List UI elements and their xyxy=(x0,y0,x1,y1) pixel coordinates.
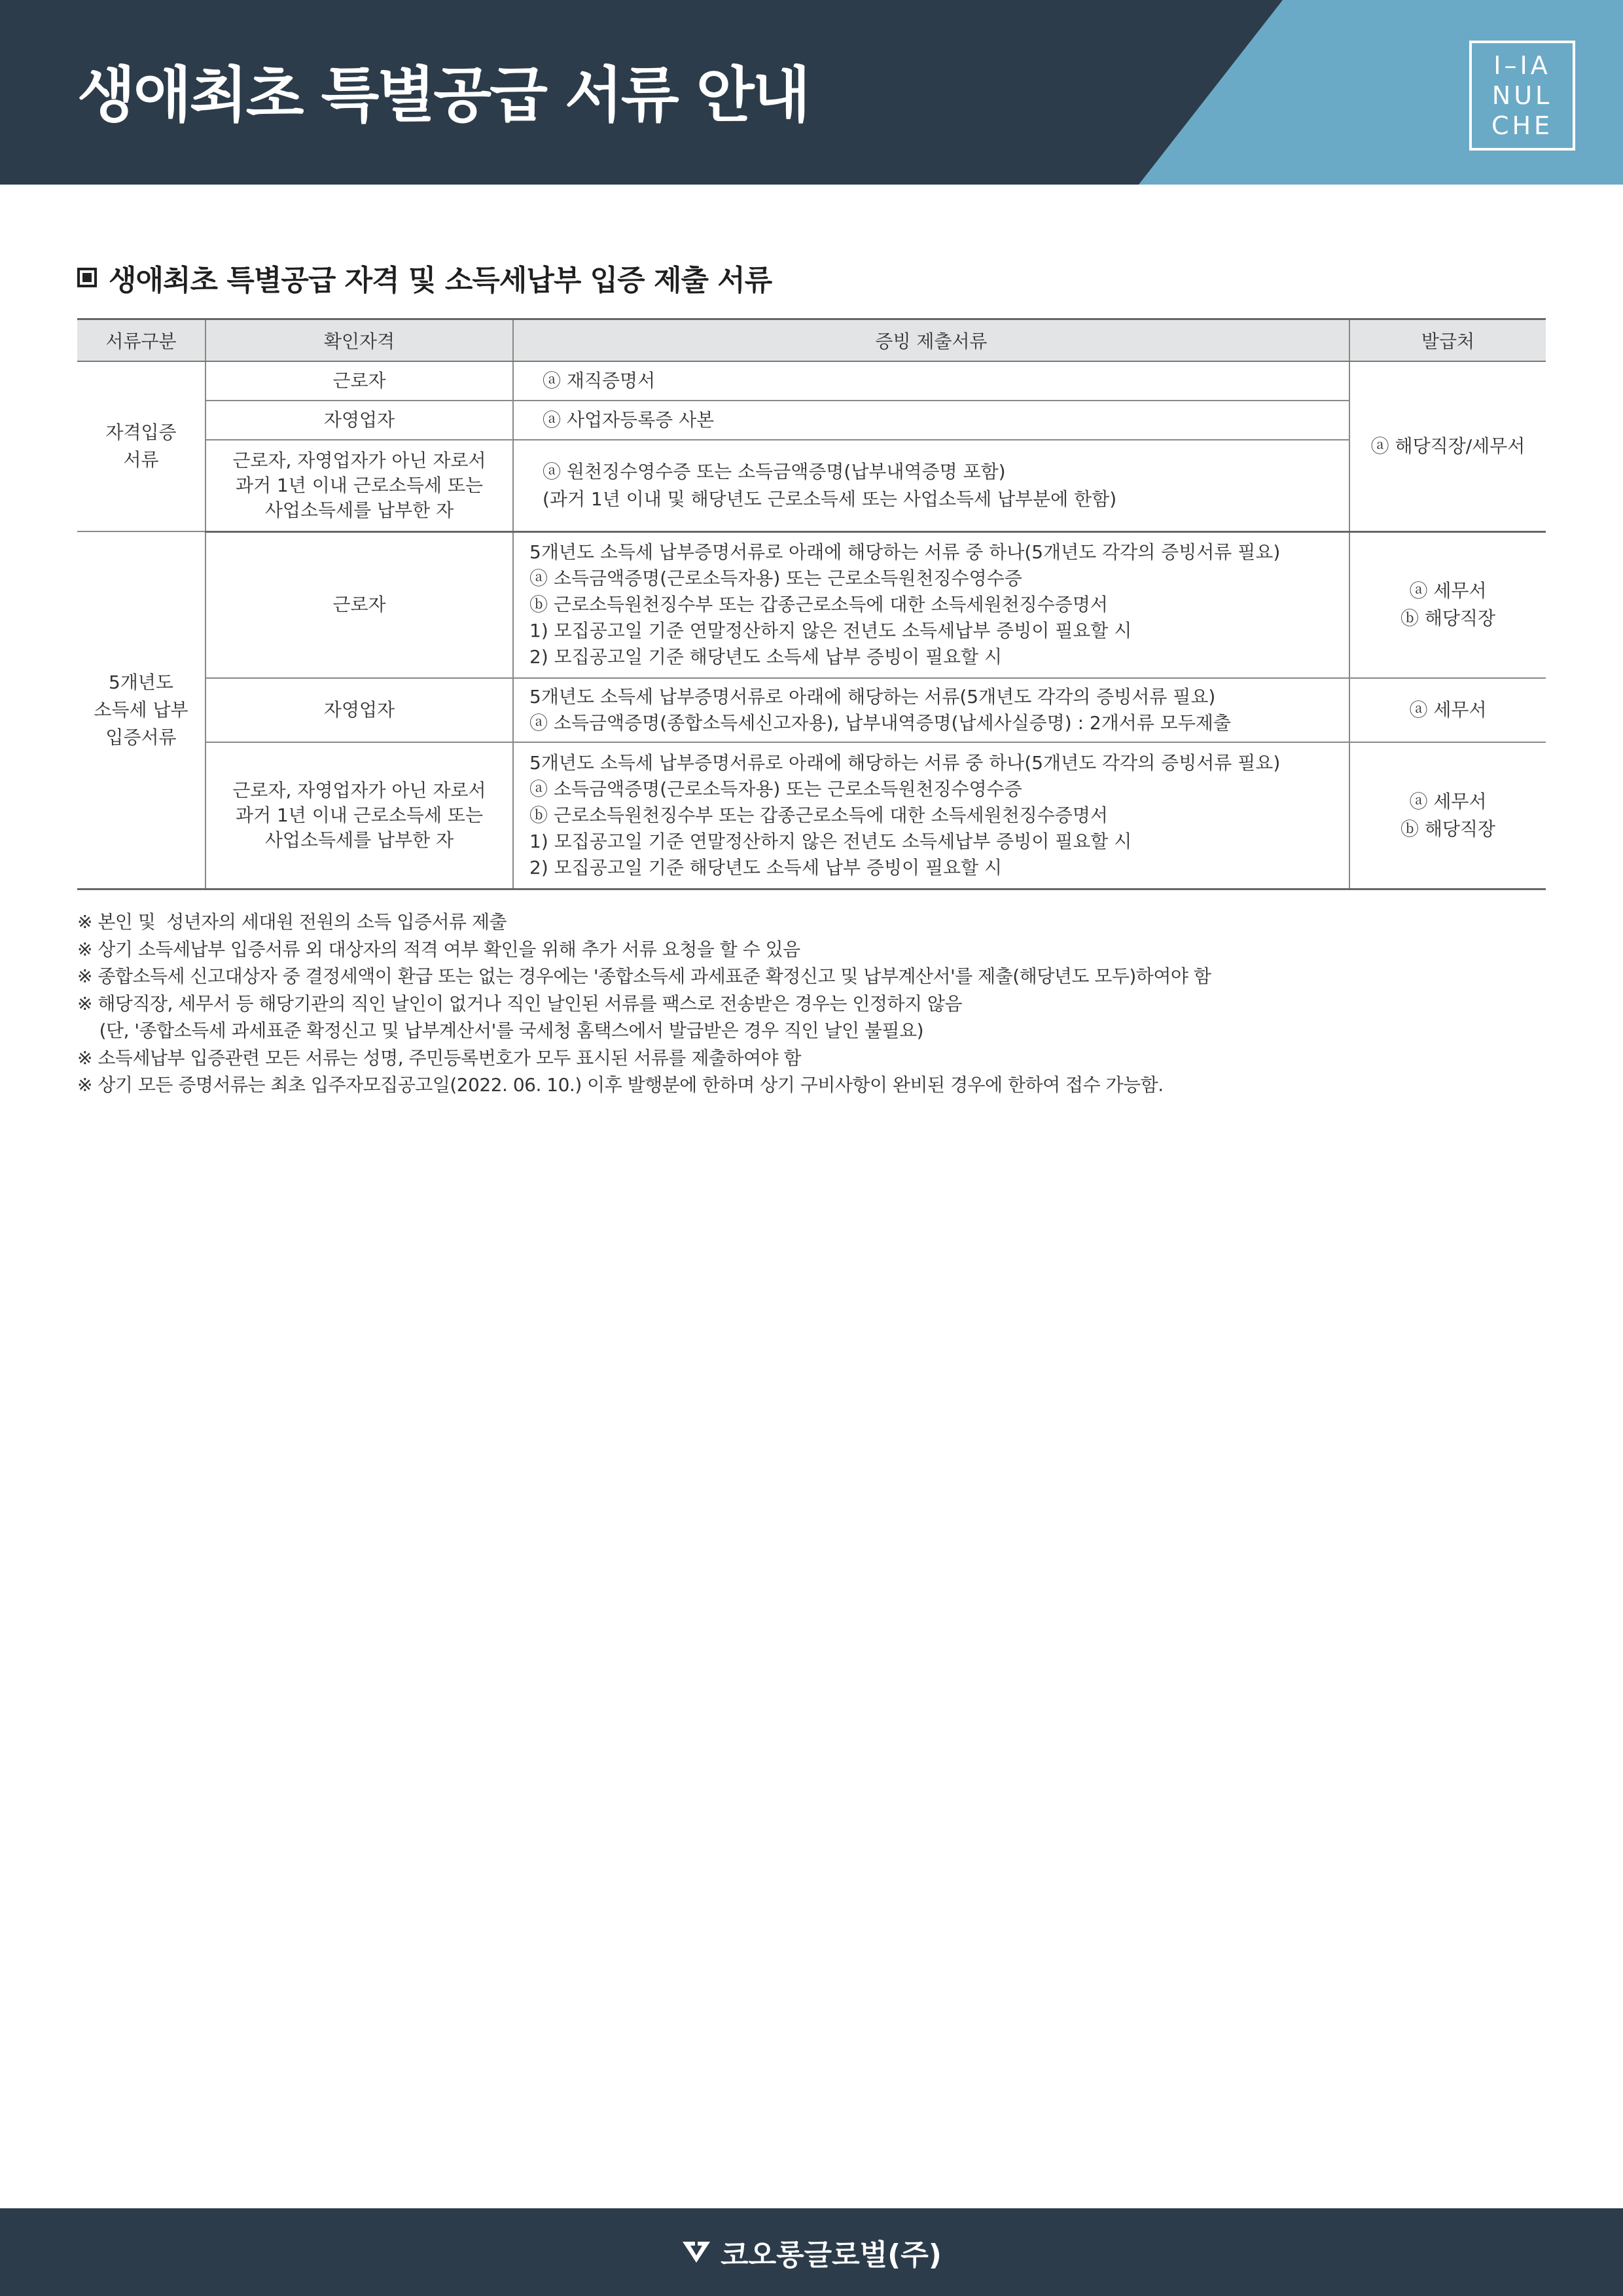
column-header: 확인자격 xyxy=(205,319,513,362)
table-row xyxy=(77,440,1546,531)
issuer-cell: ⓐ 세무서 ⓑ 해당직장 xyxy=(1349,531,1546,678)
table-header-row xyxy=(77,319,1546,362)
note-item: ※ 본인 및 성년자의 세대원 전원의 소득 입증서류 제출 xyxy=(77,911,507,933)
note-item: ※ 상기 소득세납부 입증서류 외 대상자의 적격 여부 확인을 위해 추가 서류 요청을 할 수 있음 xyxy=(77,938,800,960)
qualification-cell: 근로자 xyxy=(205,531,513,678)
documents-cell: 5개년도 소득세 납부증명서류로 아래에 해당하는 서류(5개년도 각각의 증빙서류 필요) ⓐ 소득금액증명(종합소득세신고자용), 납부내역증명(납세사실증명) : 2개서류 모두제출 xyxy=(513,678,1349,742)
kolon-logo-icon xyxy=(681,2239,711,2265)
column-header: 서류구분 xyxy=(77,319,205,362)
documents-cell: ⓐ 사업자등록증 사본 xyxy=(513,401,1349,440)
page-footer xyxy=(0,2208,1623,2296)
qualification-cell: 근로자 xyxy=(205,361,513,401)
table-row xyxy=(77,678,1546,742)
note-item: ※ 상기 모든 증명서류는 최초 입주자모집공고일(2022. 06. 10.) 이후 발행분에 한하며 상기 구비사항이 완비된 경우에 한하여 접수 가능함. xyxy=(77,1074,1164,1096)
category-cell: 5개년도 소득세 납부 입증서류 xyxy=(77,531,205,889)
logo-line: CHE xyxy=(1491,111,1554,140)
page-header xyxy=(0,0,1623,185)
documents-cell: 5개년도 소득세 납부증명서류로 아래에 해당하는 서류 중 하나(5개년도 각각의 증빙서류 필요) ⓐ 소득금액증명(근로소득자용) 또는 근로소득원천징수영수증 ⓑ 근로소득원천징수부 또는 갑종근로소득에 대한 소득세원천징수증명서 1) 모집공고일 기준 연말정산하지 않은 전년도 소득세납부 증빙이 필요할 시 2) 모집공고일 기준 해당년도 소득세 납부 증빙이 필요할 시 xyxy=(513,531,1349,678)
table-row xyxy=(77,401,1546,440)
footer-brand xyxy=(681,2231,942,2273)
documents-cell: 5개년도 소득세 납부증명서류로 아래에 해당하는 서류 중 하나(5개년도 각각의 증빙서류 필요) ⓐ 소득금액증명(근로소득자용) 또는 근로소득원천징수영수증 ⓑ 근로소득원천징수부 또는 갑종근로소득에 대한 소득세원천징수증명서 1) 모집공고일 기준 연말정산하지 않은 전년도 소득세납부 증빙이 필요할 시 2) 모집공고일 기준 해당년도 소득세 납부 증빙이 필요할 시 xyxy=(513,742,1349,889)
column-header: 증빙 제출서류 xyxy=(513,319,1349,362)
notes-list xyxy=(77,908,1211,1099)
logo-line: I–IA xyxy=(1493,51,1551,80)
qualification-cell: 자영업자 xyxy=(205,678,513,742)
table-row xyxy=(77,742,1546,889)
qualification-cell: 근로자, 자영업자가 아닌 자로서 과거 1년 이내 근로소득세 또는 사업소득세를 납부한 자 xyxy=(205,440,513,531)
qualification-cell: 근로자, 자영업자가 아닌 자로서 과거 1년 이내 근로소득세 또는 사업소득세를 납부한 자 xyxy=(205,742,513,889)
note-item: ※ 소득세납부 입증관련 모든 서류는 성명, 주민등록번호가 모두 표시된 서류를 제출하여야 함 xyxy=(77,1047,802,1069)
brand-logo xyxy=(1469,41,1575,151)
issuer-cell: ⓐ 세무서 xyxy=(1349,678,1546,742)
qualification-cell: 자영업자 xyxy=(205,401,513,440)
section-title xyxy=(77,257,772,298)
section-title-text: 생애최초 특별공급 자격 및 소득세납부 입증 제출 서류 xyxy=(109,264,772,297)
footer-brand-text: 코오롱글로벌(주) xyxy=(721,2238,942,2272)
logo-line: NUL xyxy=(1491,81,1553,110)
note-item: ※ 해당직장, 세무서 등 해당기관의 직인 날인이 없거나 직인 날인된 서류를 팩스로 전송받은 경우는 인정하지 않음 xyxy=(77,992,963,1014)
issuer-cell: ⓐ 해당직장/세무서 xyxy=(1349,361,1546,531)
category-cell: 자격입증 서류 xyxy=(77,361,205,531)
documents-cell: ⓐ 재직증명서 xyxy=(513,361,1349,401)
page-title: 생애최초 특별공급 서류 안내 xyxy=(77,60,809,130)
column-header: 발급처 xyxy=(1349,319,1546,362)
note-item: ※ 종합소득세 신고대상자 중 결정세액이 환급 또는 없는 경우에는 '종합소득세 과세표준 확정신고 및 납부계산서'를 제출(해당년도 모두)하여야 함 xyxy=(77,965,1211,987)
table-row xyxy=(77,361,1546,401)
documents-table xyxy=(77,318,1546,890)
documents-cell: ⓐ 원천징수영수증 또는 소득금액증명(납부내역증명 포함) (과거 1년 이내 및 해당년도 근로소득세 또는 사업소득세 납부분에 한함) xyxy=(513,440,1349,531)
table-row xyxy=(77,531,1546,678)
square-bullet-icon xyxy=(77,268,97,287)
note-item: (단, '종합소득세 과세표준 확정신고 및 납부계산서'를 국세청 홈택스에서 발급받은 경우 직인 날인 불필요) xyxy=(77,1020,924,1041)
issuer-cell: ⓐ 세무서 ⓑ 해당직장 xyxy=(1349,742,1546,889)
